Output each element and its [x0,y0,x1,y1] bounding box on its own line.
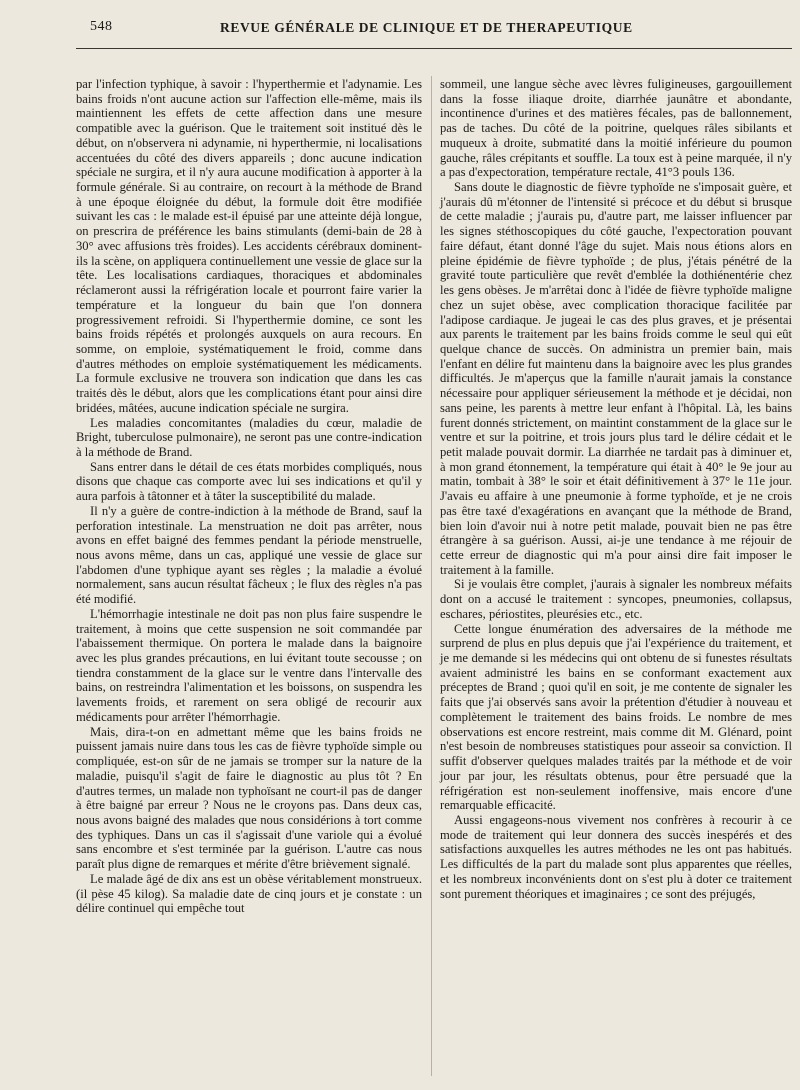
paragraph: Sans entrer dans le détail de ces états morbides compliqués, nous disons que chaque cas comporte avec lui ses indications et qu'il y aura parfois à tâtonner et à tâter la susceptibilité du malade. [76,459,422,504]
page-header [80,16,790,42]
running-title: REVUE GÉNÉRALE DE CLINIQUE ET DE THERAPEUTIQUE [220,20,633,35]
paragraph: Les maladies concomitantes (maladies du cœur, maladie de Bright, tuberculose pulmonaire), ne seront pas une contre-indication à la méthode de Brand. [76,415,422,459]
paragraph: L'hémorrhagie intestinale ne doit pas non plus faire suspendre le traitement, à moins que cette suspension ne soit commandée par l'abaissement thermique. On portera le malade dans la baignoire avec les plus grandes précautions, en lui évitant toute secousse ; on tiendra constamment de la glace sur le ventre dans l'intervalle des bains, on restreindra l'alimentation et les boissons, on suspendra les lavements froids, et rarement on sera obligé de recourir aux médicaments pour arrêter l'hémorrhagie. [76,606,422,724]
column-divider [431,76,432,1076]
right-column [440,77,792,901]
paragraph: Cette longue énumération des adversaires de la méthode me surprend de plus en plus depuis que j'ai l'expérience du traitement, et je me demande si les médecins qui ont obtenu de si funestes résultats avaient administré les bains en se conformant exactement aux préceptes de Brand ; quoi qu'il en soit, je me contente de signaler les faits que j'ai observés sans avoir la prétention d'étudier à nouveau et complètement le traitement des bains froids. Le nombre de mes observations est encore restreint, mais comme dit M. Glénard, point n'est besoin de nombreuses statistiques pour asseoir sa conviction. Il suffit d'observer quelques malades traités par la méthode et de voir jour par jour, les résultats obtenus, pour être persuadé que la réfrigération est non-seulement inoffensive, mais encore d'une remarquable efficacité. [440,621,792,813]
paragraph: Le malade âgé de dix ans est un obèse véritablement monstrueux. (il pèse 45 kilog). Sa maladie date de cinq jours et je constate : un délire continuel qui empêche tout [76,871,422,916]
paragraph: par l'infection typhique, à savoir : l'hyperthermie et l'adynamie. Les bains froids n'ont aucune action sur l'affection elle-même, mais ils maintiennent les effets de cette affection dans une mesure compatible avec la guérison. Que le traitement soit institué dès le début, on n'observera ni adynamie, ni hyperthermie, ni localisations accentuées du côté des divers appareils ; donc aucune indication spéciale ne surgira, et il n'y aura aucune modification à apporter à la formule générale. Si au contraire, on recourt à la méthode de Brand à une époque éloignée du début, la formule doit être modifiée suivant les cas : le malade est-il épuisé par une atteinte déjà longue, on prescrira de préférence les bains stimulants (demi-bain de 28 à 30° avec affusions très froides). Les accidents cérébraux dominent-ils la scène, on appliquera continuellement une vessie de glace sur la tête. Les localisations cardiaques, thoraciques et abdominales réclameront aussi la réfrigération locale et pourront faire varier la température et la longueur du bain que l'on donnera progressivement refroidi. Si l'hyperthermie domine, ce sont les bains froids répétés et prolongés auxquels on aura recours. En somme, on emploie, systématiquement le froid, comme dans d'autres méthodes on emploie systématiquement les médicaments. La formule exclusive ne trouvera son indication que dans les cas traités dès le début, alors que les complications étant pour ainsi dire bridées, mâtées, aucune indication spéciale ne surgira. [76,77,422,415]
left-column [76,77,422,916]
paragraph: Aussi engageons-nous vivement nos confrères à recourir à ce mode de traitement qui leur donnera des succès inespérés et des satisfactions auxquelles les autres méthodes ne les ont pas habitués. Les difficultés de la part du malade sont plus apparentes que réelles, et les nombreux inconvénients dont on s'est plu à doter ce traitement sont purement théoriques et imaginaires ; ce sont des préjugés, [440,812,792,901]
page-number: 548 [90,19,113,34]
paragraph: Si je voulais être complet, j'aurais à signaler les nombreux méfaits dont on a accusé le traitement : syncopes, pneumonies, collapsus, eschares, périostites, pleurésies etc., etc. [440,577,792,621]
paragraph: Mais, dira-t-on en admettant même que les bains froids ne puissent jamais nuire dans tous les cas de fièvre typhoïde simple ou compliquée, est-on sûr de ne jamais se tromper sur la nature de la maladie, puisqu'il s'agit de faire le diagnostic au plus tôt ? En d'autres termes, un malade non typhoïsant ne court-il pas de danger à être baigné par erreur ? Nous ne le croyons pas. Dans deux cas, nous avons baigné des malades que nous considérions à tort comme des typhiques. Dans un cas il s'agissait d'une variole qui a évolué sans encombre et s'est terminée par la guérison. L'autre cas nous paraît plus digne de remarques et mérite d'être brièvement signalé. [76,724,422,872]
header-rule [76,48,792,49]
paragraph: sommeil, une langue sèche avec lèvres fuligineuses, gargouillement dans la fosse iliaque droite, diarrhée jaunâtre et abondante, incontinence d'urines et des matières fécales, pas de ballonnement, pas de taches. Du côté de la poitrine, quelques râles sibilants et muqueux à droite, submatité dans la moitié inférieure du poumon gauche, râles crépitants et souffle. La toux est à peine marquée, il n'y a pas d'expectoration, température rectale, 41°3 pouls 136. [440,77,792,180]
paragraph: Sans doute le diagnostic de fièvre typhoïde ne s'imposait guère, et j'aurais dû m'étonner de l'intensité si précoce et du début si brusque de cette maladie ; j'aurais pu, d'autre part, me laisser influencer par les signes stéthoscopiques du côté gauche, l'expectoration pouvant faire défaut, étant donné l'âge du sujet. Mais nous étions alors en pleine épidémie de fièvre typhoïde ; de plus, j'étais pénétré de la gravité toute particulière que revêt d'emblée la dothiénentérie chez les gens obèses. Je m'arrêtai donc à l'idée de fièvre typhoïde maligne chez un sujet obèse, avec complication thoracique facilitée par l'adipose cardiaque. Je jugeai le cas des plus graves, et je présentai aux parents le traitement par les bains froids comme le seul qui eût quelque chance de succès. On administra un premier bain, mais l'enfant en délire fut maintenu dans la baignoire avec les plus grandes difficultés. Je m'aperçus que la famille n'aurait jamais la constance nécessaire pour appliquer sérieusement la méthode et je décidai, non sans peine, les parents à mettre leur enfant à l'hôpital. Là, les bains furent donnés strictement, on maintint constamment de la glace sur le ventre et sur la poitrine, et trois jours plus tard le délire cédait et le petit malade pouvait dormir. La diarrhée ne tardait pas à diminuer et, à mon grand étonnement, la température qui était à 40° le 9e jour au matin, tombait à 38° le soir et était définitivement à 37° le 11e jour. J'avais eu affaire à une pneumonie à forme typhoïde, et je ne crois pas être taxé d'exagérations en avançant que la méthode de Brand, bien loin d'avoir nui à notre petit malade, pouvait bien ne pas être étrangère à sa guérison. Aussi, ai-je une tendance à me réjouir de cette erreur de diagnostic qui m'a pour ainsi dire fait imposer le traitement à la famille. [440,180,792,577]
paragraph: Il n'y a guère de contre-indiction à la méthode de Brand, sauf la perforation intestinale. La menstruation ne doit pas arrêter, nous avons en effet baigné des femmes pendant la période menstruelle, nous avons même, dans un cas, appliqué une vessie de glace sur l'abdomen d'une typhique ayant ses règles ; la maladie a évolué normalement, sans aucun résultat fâcheux ; le flux des règles n'a pas été modifié. [76,503,422,607]
